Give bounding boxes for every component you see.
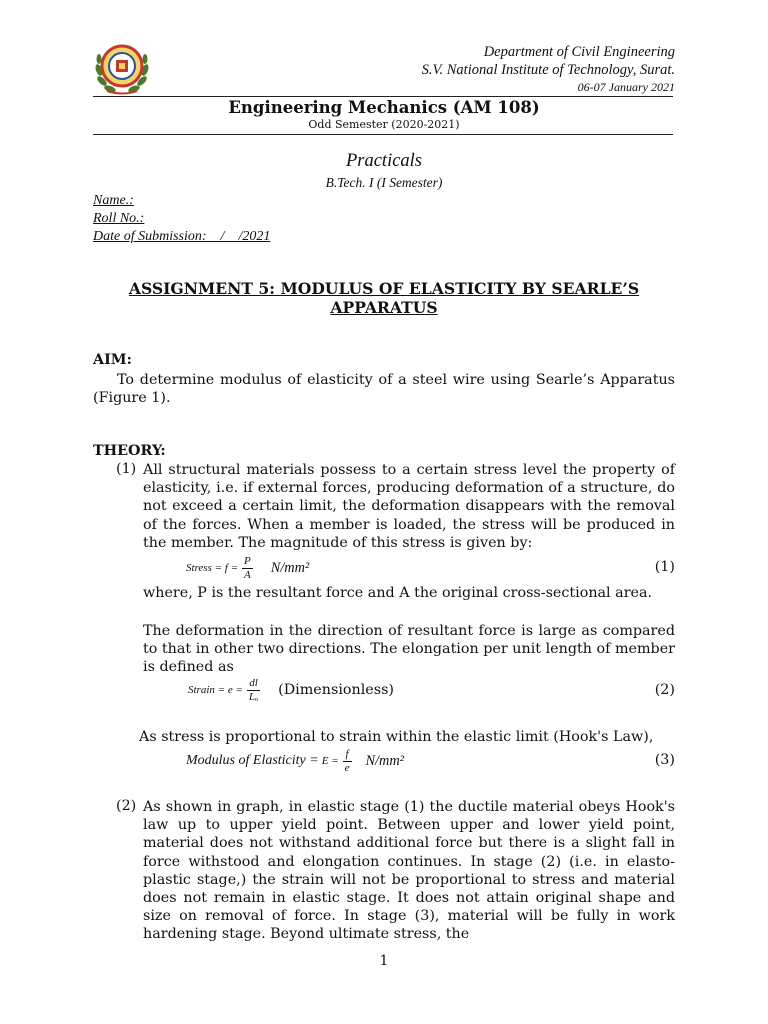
eq2-unit: (Dimensionless) <box>278 682 394 698</box>
practicals-subtitle: B.Tech. I (I Semester) <box>325 175 443 190</box>
institute-logo <box>93 40 151 96</box>
eq3-label2: E = <box>321 755 339 767</box>
deformation-text: The deformation in the direction of resultant force is large as compared to that in other two directions. The elongation per unit length of member is defined as <box>143 623 675 676</box>
header-rule-bottom <box>93 134 673 135</box>
eq2-number: (2) <box>654 682 675 698</box>
hooks-law-text: As stress is proportional to strain within the elastic limit (Hook's Law), <box>139 729 654 745</box>
eq3-fraction <box>343 748 352 775</box>
assignment-title-line1: ASSIGNMENT 5: MODULUS OF ELASTICITY BY SEARLE’S <box>128 279 640 298</box>
theory-item2-text: As shown in graph, in elastic stage (1) the ductile material obeys Hook's law up to upper yield point. Between upper and lower yield point, material does not withstand additional force but there is a slight fall in force withstood and elongation continues. In stage (2) (i.e. in elasto-plastic stage,) the strain will not be proportional to stress and material does not remain in elastic stage. It does not attain original shape and size on removal of force. In stage (3), material will be fully in work hardening stage. Beyond ultimate stress, the <box>143 799 675 943</box>
assignment-title-line2: APPARATUS <box>330 298 438 317</box>
eq3-unit: N/mm² <box>365 752 404 769</box>
student-fields <box>93 192 270 246</box>
assignment-title <box>0 279 768 317</box>
practicals-title: Practicals <box>345 151 423 171</box>
eq3-number: (3) <box>654 752 675 768</box>
theory-item1-number: (1) <box>116 461 137 477</box>
eq1-unit: N/mm² <box>270 559 310 576</box>
where-text: where, P is the resultant force and A the original cross-sectional area. <box>143 585 653 601</box>
institute-name: S.V. National Institute of Technology, Surat. <box>421 62 675 78</box>
theory-heading: THEORY: <box>93 443 166 459</box>
eq3-denominator: e <box>344 761 350 774</box>
name-field: Name.: <box>93 193 134 208</box>
eq1-number: (1) <box>654 559 675 575</box>
header-date: 06-07 January 2021 <box>577 80 675 94</box>
eq3-label: Modulus of Elasticity = <box>186 753 319 768</box>
aim-text: To determine modulus of elasticity of a steel wire using Searle’s Apparatus (Figure 1). <box>93 372 675 407</box>
eq2-denominator: Lₒ <box>248 690 259 703</box>
eq2-label: Strain = e = <box>188 684 243 696</box>
equation-2 <box>188 673 394 707</box>
eq1-denominator: A <box>244 568 251 581</box>
aim-heading: AIM: <box>93 352 132 368</box>
institute-seal-icon <box>93 40 151 96</box>
eq1-numerator: P <box>244 554 251 567</box>
eq1-fraction <box>242 555 253 582</box>
course-title: Engineering Mechanics (AM 108) <box>228 98 540 117</box>
eq3-numerator: f <box>343 748 352 762</box>
page-number: 1 <box>379 953 389 969</box>
eq2-fraction <box>247 677 260 704</box>
equation-3 <box>186 745 404 777</box>
eq1-label: Stress = f = <box>186 562 239 574</box>
submission-date-field: Date of Submission: / /2021 <box>93 229 271 244</box>
theory-item2-number: (2) <box>116 798 137 814</box>
course-semester: Odd Semester (2020-2021) <box>308 118 460 131</box>
equation-1 <box>186 552 309 584</box>
header-rule-top <box>93 96 673 97</box>
eq2-numerator: dl <box>247 677 260 691</box>
theory-item1-text: All structural materials possess to a certain stress level the property of elasticity, i.e. if external forces, producing deformation of a structure, do not exceed a certain limit, the deformation disappears with the removal of the forces. When a member is loaded, the stress will be produced in the member. The magnitude of this stress is given by: <box>143 462 675 551</box>
roll-number-field: Roll No.: <box>93 211 145 226</box>
department-name: Department of Civil Engineering <box>483 44 675 60</box>
